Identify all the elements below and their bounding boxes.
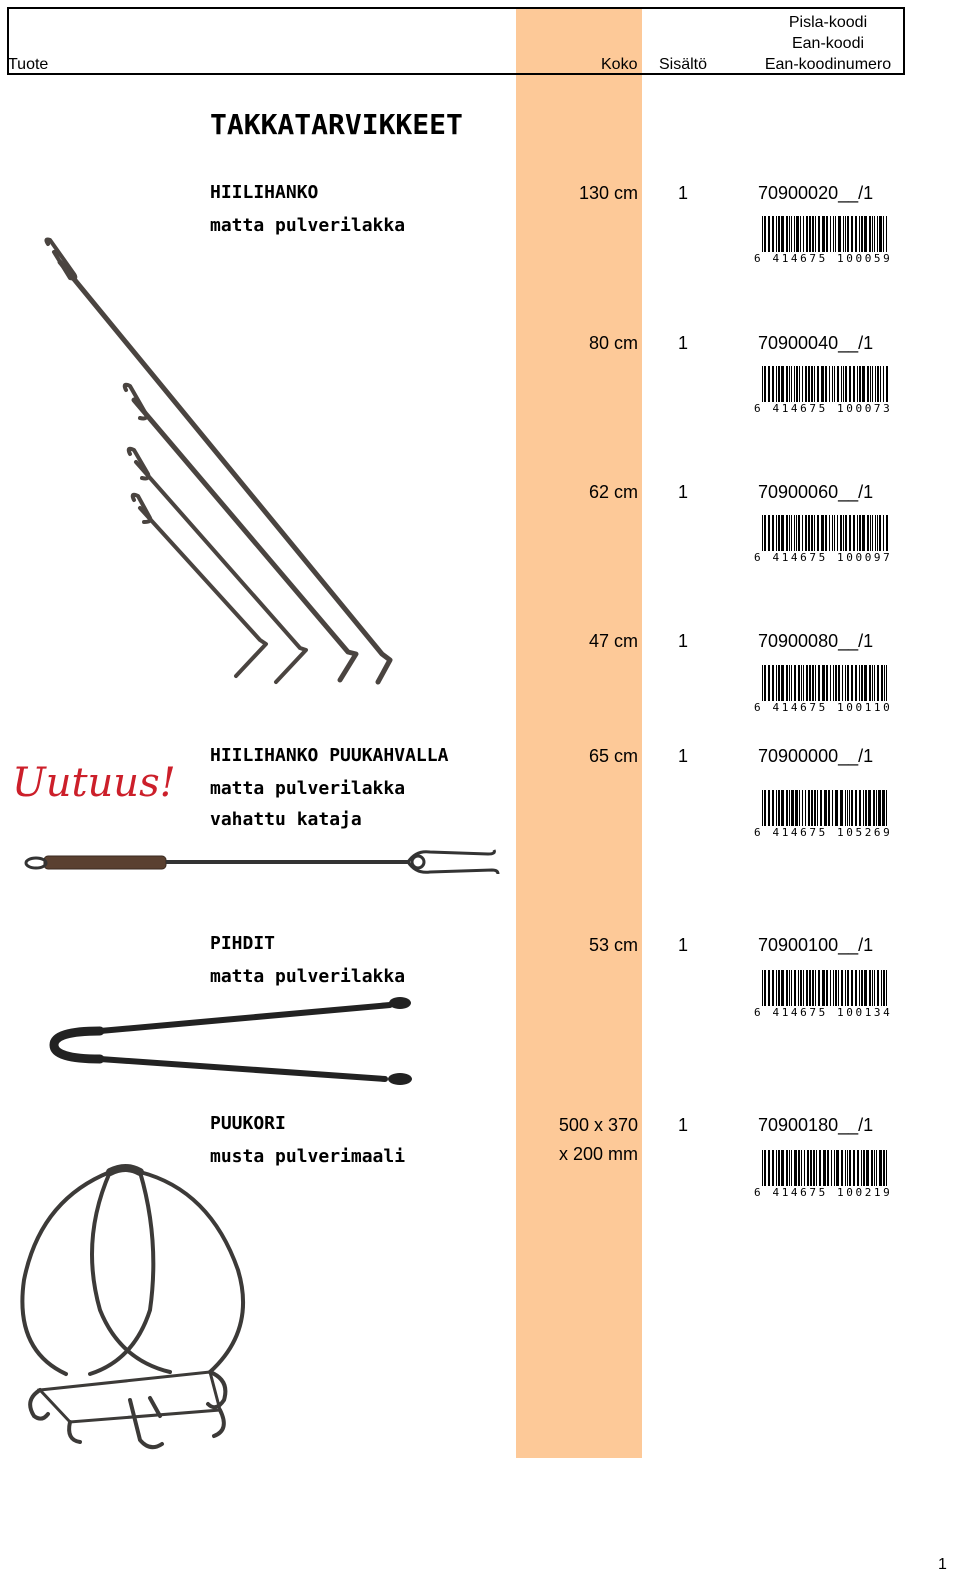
variant-koko: 130 cm [578,183,638,203]
ean-digits-right: 100219 [837,1186,893,1199]
ean-digits-left: 414675 [772,701,828,714]
variant-code: 70900020__/1 [758,183,874,203]
variant-koko: 65 cm [588,746,638,766]
ean-digits-left: 414675 [772,1006,828,1019]
header-tuote: Tuote [8,56,49,73]
ean-barcode [754,515,892,563]
ean-digit-lead: 6 [754,402,764,415]
ean-digits-right: 100110 [837,701,893,714]
product-desc: matta pulverilakka [210,778,406,799]
ean-digits-left: 414675 [772,826,828,839]
product-name: HIILIHANKO PUUKAHVALLA [210,745,449,766]
variant-sisalto: 1 [678,183,689,203]
log-basket-image [10,1160,260,1460]
variant-sisalto: 1 [678,631,689,651]
variant-code: 70900000__/1 [758,746,874,766]
ean-digit-lead: 6 [754,252,764,265]
ean-digit-lead: 6 [754,551,764,564]
variant-code: 70900180__/1 [758,1115,874,1135]
ean-barcode [754,970,892,1018]
ean-digit-lead: 6 [754,701,764,714]
ean-barcode [754,665,892,713]
ean-digits-right: 105269 [837,826,893,839]
header-koko: Koko [601,56,638,73]
ean-barcode [754,790,892,838]
new-product-badge: Uutuus! [12,760,176,806]
section-title: TAKKATARVIKKEET [210,108,463,141]
wooden-handle-poker-image [20,846,510,886]
variant-koko-line2: x 200 mm [558,1144,638,1164]
ean-digit-lead: 6 [754,1006,764,1019]
variant-code: 70900100__/1 [758,935,874,955]
header-ean-koodi: Ean-koodi [791,35,865,52]
fire-tongs-image [40,995,420,1090]
ean-digits-left: 414675 [772,252,828,265]
variant-code: 70900080__/1 [758,631,874,651]
variant-sisalto: 1 [678,482,689,502]
product-desc: matta pulverilakka [210,215,406,236]
variant-koko: 500 x 370 [558,1115,638,1135]
header-sisalto: Sisältö [659,56,708,73]
ean-digits-right: 100059 [837,252,893,265]
ean-digit-lead: 6 [754,826,764,839]
product-desc: matta pulverilakka [210,966,406,987]
variant-koko: 80 cm [588,333,638,353]
variant-sisalto: 1 [678,1115,689,1135]
variant-sisalto: 1 [678,333,689,353]
product-desc: vahattu kataja [210,809,362,830]
ean-digits-left: 414675 [772,402,828,415]
variant-koko: 62 cm [588,482,638,502]
header-pisla-koodi: Pisla-koodi [788,14,868,31]
ean-digit-lead: 6 [754,1186,764,1199]
page-number: 1 [938,1556,947,1573]
variant-sisalto: 1 [678,935,689,955]
product-name: PIHDIT [210,933,276,954]
ean-digits-right: 100134 [837,1006,893,1019]
ean-digits-right: 100073 [837,402,893,415]
ean-digits-right: 100097 [837,551,893,564]
header-ean-koodinumero: Ean-koodinumero [764,56,892,73]
koko-column-band [516,8,642,1458]
ean-barcode [754,366,892,414]
product-name: PUUKORI [210,1113,286,1134]
ean-barcode [754,1150,892,1198]
ean-barcode [754,216,892,264]
variant-code: 70900040__/1 [758,333,874,353]
product-name: HIILIHANKO [210,182,319,203]
variant-koko: 47 cm [588,631,638,651]
variant-koko: 53 cm [588,935,638,955]
fire-poker-set-image [30,230,410,700]
ean-digits-left: 414675 [772,1186,828,1199]
ean-digits-left: 414675 [772,551,828,564]
variant-sisalto: 1 [678,746,689,766]
product-desc: musta pulverimaali [210,1146,406,1167]
variant-code: 70900060__/1 [758,482,874,502]
